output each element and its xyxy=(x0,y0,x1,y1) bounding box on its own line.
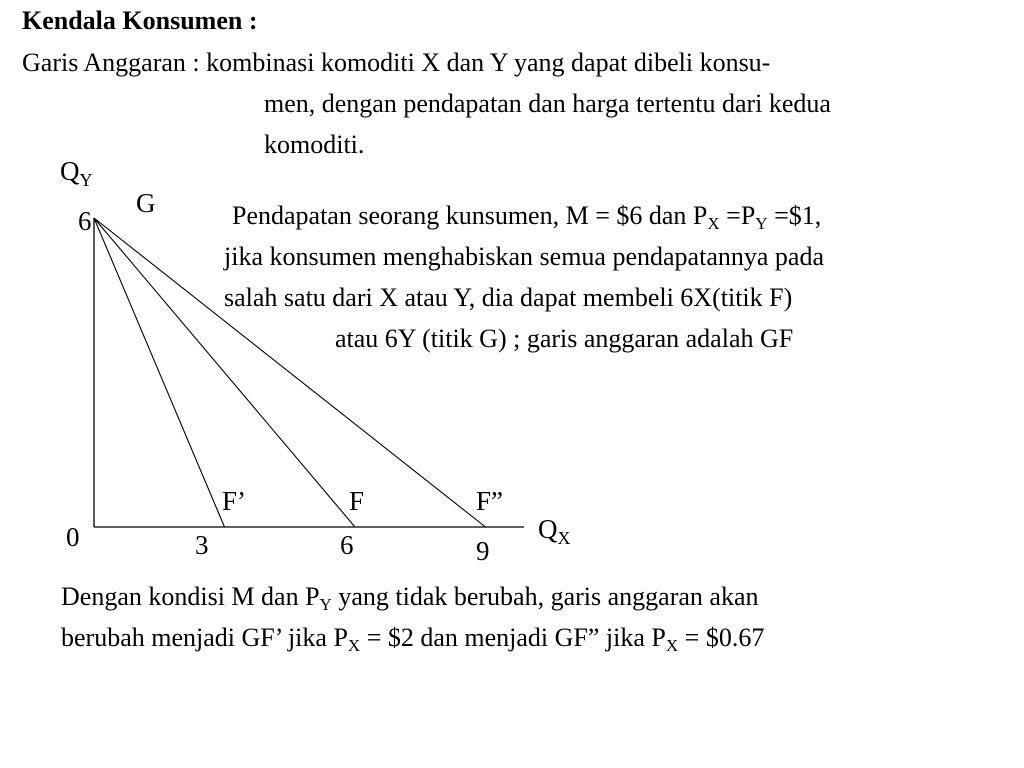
definition-line-3: komoditi. xyxy=(264,130,365,159)
budget-line-1 xyxy=(94,218,225,527)
definition-term: Garis Anggaran : xyxy=(22,48,207,77)
bottom-line-2-b: = $2 dan menjadi GF” jika P xyxy=(360,623,666,652)
bottom-sub-x-2: X xyxy=(665,636,679,655)
x-tick-3: 3 xyxy=(195,530,209,560)
bottom-sub-y: Y xyxy=(319,595,332,614)
page-title: Kendala Konsumen : xyxy=(22,6,258,35)
budget-line-2 xyxy=(94,218,355,527)
note-line-3: salah satu dari X atau Y, dia dapat membeli 6X(titik F) xyxy=(224,283,793,312)
budget-line-3 xyxy=(94,218,486,527)
x-axis-label: $Q_X$ xyxy=(538,514,571,548)
bottom-sub-x-1: X xyxy=(347,636,361,655)
bottom-line-1-b: yang tidak berubah, garis anggaran akan xyxy=(331,582,759,611)
bottom-line-2-a: berubah menjadi GF’ jika P xyxy=(61,623,348,652)
definition-line-2: men, dengan pendapatan dan harga tertentu dari kedua xyxy=(264,89,831,118)
note-line-1-b: =P xyxy=(719,201,756,230)
bottom-line-2 xyxy=(61,617,764,658)
point-g-label: G xyxy=(136,188,156,218)
note-line-1-c: =$1, xyxy=(767,201,822,230)
note-line-4: atau 6Y (titik G) ; garis anggaran adalah GF xyxy=(335,324,794,353)
bottom-line-1-a: Dengan kondisi M dan P xyxy=(61,582,320,611)
note-line-1-a: Pendapatan seorang kunsumen, M = $6 dan P xyxy=(232,201,708,230)
x-tick-9: 9 xyxy=(476,536,490,566)
definition-text-1: kombinasi komoditi X dan Y yang dapat dibeli konsu- xyxy=(206,48,771,77)
point-f-prime-label: F’ xyxy=(222,486,247,516)
y-tick-6: 6 xyxy=(78,206,92,236)
bottom-line-1 xyxy=(61,576,759,617)
point-f-double-prime-label: F” xyxy=(476,486,503,516)
y-axis-label: $Q_Y$ xyxy=(60,156,93,190)
point-f-label: F xyxy=(349,486,365,516)
note-sub-y: Y xyxy=(755,214,768,233)
x-tick-6: 6 xyxy=(340,530,354,560)
bottom-line-2-c: = $0.67 xyxy=(678,623,765,652)
origin-label: 0 xyxy=(66,522,80,552)
note-sub-x: X xyxy=(707,214,720,233)
note-line-2: jika konsumen menghabiskan semua pendapatannya pada xyxy=(224,242,824,271)
